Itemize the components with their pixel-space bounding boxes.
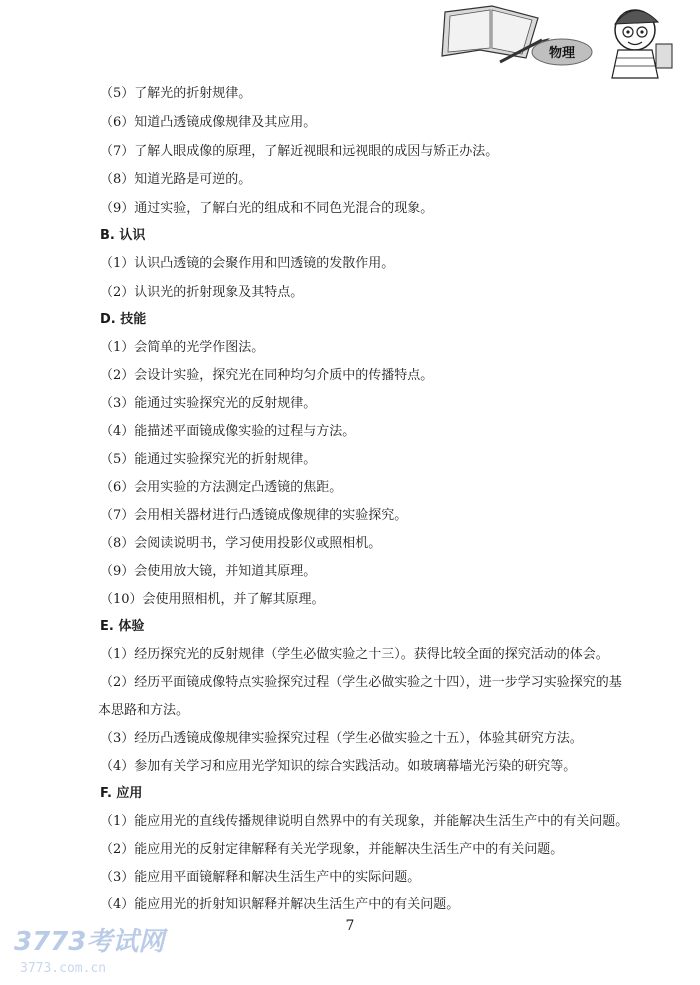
list-item: （3）能应用平面镜解释和解决生活生产中的实际问题。	[100, 870, 421, 885]
list-item: （8）会阅读说明书，学习使用投影仪或照相机。	[100, 536, 382, 551]
list-item: （3）经历凸透镜成像规律实验探究过程（学生必做实验之十五），体验其研究方法。	[100, 731, 583, 746]
section-heading: D. 技能	[100, 312, 147, 327]
list-item: （8）知道光路是可逆的。	[100, 172, 252, 187]
list-item: （1）能应用光的直线传播规律说明自然界中的有关现象，并能解决生活生产中的有关问题。	[100, 814, 629, 829]
list-item: （1）经历探究光的反射规律（学生必做实验之十三）。获得比较全面的探究活动的体会。	[100, 647, 609, 662]
list-item: （9）通过实验，了解白光的组成和不同色光混合的现象。	[100, 201, 434, 216]
watermark-logo	[10, 920, 180, 980]
section-heading: E. 体验	[100, 619, 145, 634]
subject-badge	[532, 39, 592, 65]
list-item: （4）能描述平面镜成像实验的过程与方法。	[100, 424, 356, 439]
list-item: （9）会使用放大镜，并知道其原理。	[100, 564, 317, 579]
list-item: （5）能通过实验探究光的折射规律。	[100, 452, 317, 467]
list-item: （7）了解人眼成像的原理，了解近视眼和远视眼的成因与矫正办法。	[100, 144, 499, 159]
list-item: （4）参加有关学习和应用光学知识的综合实践活动。如玻璃幕墙光污染的研究等。	[100, 759, 577, 774]
watermark-url: 3773.com.cn	[20, 961, 107, 976]
section-heading: B. 认识	[100, 228, 146, 243]
list-item: （6）会用实验的方法测定凸透镜的焦距。	[100, 480, 343, 495]
list-item: （1）认识凸透镜的会聚作用和凹透镜的发散作用。	[100, 256, 395, 271]
page-number: 7	[345, 918, 355, 934]
list-item: （5）了解光的折射规律。	[100, 86, 252, 101]
section-heading: F. 应用	[100, 786, 143, 801]
list-item: （2）认识光的折射现象及其特点。	[100, 285, 304, 300]
list-item: （6）知道凸透镜成像规律及其应用。	[100, 115, 317, 130]
list-item: （4）能应用光的折射知识解释并解决生活生产中的有关问题。	[100, 897, 460, 912]
list-item: （2）会设计实验，探究光在同种均匀介质中的传播特点。	[100, 368, 434, 383]
list-item: （3）能通过实验探究光的反射规律。	[100, 396, 317, 411]
watermark-brand: 3773考试网	[14, 927, 165, 957]
subject-label: 物理	[548, 46, 576, 61]
list-item: （1）会简单的光学作图法。	[100, 340, 265, 355]
list-item: （2）经历平面镜成像特点实验探究过程（学生必做实验之十四），进一步学习实验探究的基	[100, 675, 622, 690]
list-item-continuation: 本思路和方法。	[98, 703, 190, 718]
cartoon-student-icon	[612, 10, 672, 78]
list-item: （7）会用相关器材进行凸透镜成像规律的实验探究。	[100, 508, 408, 523]
header-illustration	[430, 0, 700, 80]
list-item: （10）会使用照相机，并了解其原理。	[100, 592, 325, 607]
list-item: （2）能应用光的反射定律解释有关光学现象，并能解决生活生产中的有关问题。	[100, 842, 564, 857]
